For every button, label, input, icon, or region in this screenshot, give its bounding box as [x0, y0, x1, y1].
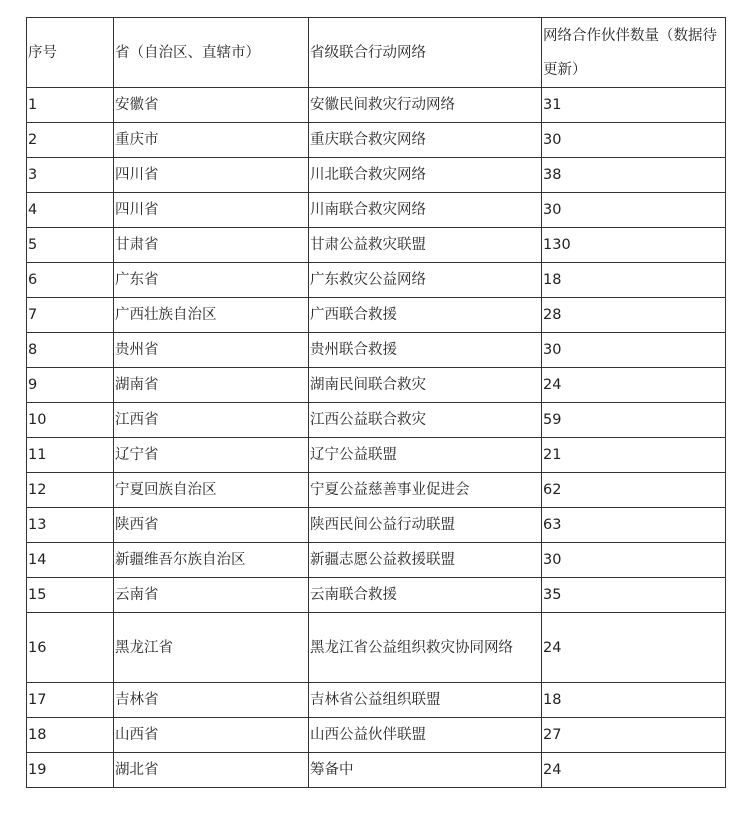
table-row [27, 753, 726, 788]
row-province: 贵州省 [114, 333, 309, 368]
row-network: 川北联合救灾网络 [309, 158, 542, 193]
row-network: 山西公益伙伴联盟 [309, 718, 542, 753]
table-row [27, 333, 726, 368]
table-body [27, 88, 726, 788]
table-row [27, 263, 726, 298]
row-index: 17 [27, 683, 114, 718]
row-province: 重庆市 [114, 123, 309, 158]
row-index: 19 [27, 753, 114, 788]
row-province: 甘肃省 [114, 228, 309, 263]
header-province: 省（自治区、直辖市） [114, 18, 309, 88]
row-partner-count: 38 [542, 158, 726, 193]
row-network: 安徽民间救灾行动网络 [309, 88, 542, 123]
table-row [27, 403, 726, 438]
table-row [27, 718, 726, 753]
table-header-row [27, 18, 726, 88]
table-row [27, 193, 726, 228]
row-province: 云南省 [114, 578, 309, 613]
row-partner-count: 21 [542, 438, 726, 473]
row-network: 甘肃公益救灾联盟 [309, 228, 542, 263]
row-partner-count: 59 [542, 403, 726, 438]
row-index: 1 [27, 88, 114, 123]
row-partner-count: 63 [542, 508, 726, 543]
header-partner-count: 网络合作伙伴数量（数据待更新） [542, 18, 726, 88]
row-province: 四川省 [114, 193, 309, 228]
row-partner-count: 28 [542, 298, 726, 333]
row-province: 湖南省 [114, 368, 309, 403]
row-index: 2 [27, 123, 114, 158]
row-partner-count: 30 [542, 543, 726, 578]
row-index: 12 [27, 473, 114, 508]
row-index: 8 [27, 333, 114, 368]
row-partner-count: 27 [542, 718, 726, 753]
row-partner-count: 30 [542, 193, 726, 228]
row-network: 辽宁公益联盟 [309, 438, 542, 473]
row-index: 7 [27, 298, 114, 333]
row-network: 新疆志愿公益救援联盟 [309, 543, 542, 578]
table-row [27, 123, 726, 158]
row-index: 13 [27, 508, 114, 543]
row-network: 筹备中 [309, 753, 542, 788]
table-row [27, 508, 726, 543]
row-province: 陕西省 [114, 508, 309, 543]
table-row [27, 158, 726, 193]
row-network: 江西公益联合救灾 [309, 403, 542, 438]
row-network: 吉林省公益组织联盟 [309, 683, 542, 718]
row-province: 山西省 [114, 718, 309, 753]
row-partner-count: 24 [542, 613, 726, 683]
row-index: 16 [27, 613, 114, 683]
row-partner-count: 62 [542, 473, 726, 508]
row-partner-count: 24 [542, 368, 726, 403]
row-index: 9 [27, 368, 114, 403]
row-index: 15 [27, 578, 114, 613]
row-index: 6 [27, 263, 114, 298]
row-network: 广东救灾公益网络 [309, 263, 542, 298]
row-index: 10 [27, 403, 114, 438]
header-network: 省级联合行动网络 [309, 18, 542, 88]
row-network: 黑龙江省公益组织救灾协同网络 [309, 613, 542, 683]
table-row [27, 473, 726, 508]
row-province: 辽宁省 [114, 438, 309, 473]
table-row [27, 228, 726, 263]
row-province: 宁夏回族自治区 [114, 473, 309, 508]
row-province: 湖北省 [114, 753, 309, 788]
row-province: 江西省 [114, 403, 309, 438]
network-table [26, 17, 726, 788]
table-row [27, 683, 726, 718]
row-index: 11 [27, 438, 114, 473]
row-partner-count: 31 [542, 88, 726, 123]
row-network: 宁夏公益慈善事业促进会 [309, 473, 542, 508]
row-province: 四川省 [114, 158, 309, 193]
row-network: 重庆联合救灾网络 [309, 123, 542, 158]
row-partner-count: 30 [542, 123, 726, 158]
row-network: 陕西民间公益行动联盟 [309, 508, 542, 543]
row-partner-count: 130 [542, 228, 726, 263]
row-index: 3 [27, 158, 114, 193]
row-network: 广西联合救援 [309, 298, 542, 333]
row-province: 吉林省 [114, 683, 309, 718]
row-province: 广西壮族自治区 [114, 298, 309, 333]
row-province: 黑龙江省 [114, 613, 309, 683]
row-index: 5 [27, 228, 114, 263]
table-row [27, 578, 726, 613]
header-index: 序号 [27, 18, 114, 88]
table-row [27, 438, 726, 473]
row-index: 18 [27, 718, 114, 753]
table-row [27, 88, 726, 123]
table-row [27, 613, 726, 683]
row-partner-count: 35 [542, 578, 726, 613]
row-index: 4 [27, 193, 114, 228]
row-province: 新疆维吾尔族自治区 [114, 543, 309, 578]
row-partner-count: 30 [542, 333, 726, 368]
row-partner-count: 24 [542, 753, 726, 788]
table-row [27, 543, 726, 578]
row-network: 贵州联合救援 [309, 333, 542, 368]
row-network: 云南联合救援 [309, 578, 542, 613]
row-province: 广东省 [114, 263, 309, 298]
row-network: 川南联合救灾网络 [309, 193, 542, 228]
table-row [27, 368, 726, 403]
table-row [27, 298, 726, 333]
row-partner-count: 18 [542, 683, 726, 718]
row-network: 湖南民间联合救灾 [309, 368, 542, 403]
row-partner-count: 18 [542, 263, 726, 298]
row-index: 14 [27, 543, 114, 578]
row-province: 安徽省 [114, 88, 309, 123]
